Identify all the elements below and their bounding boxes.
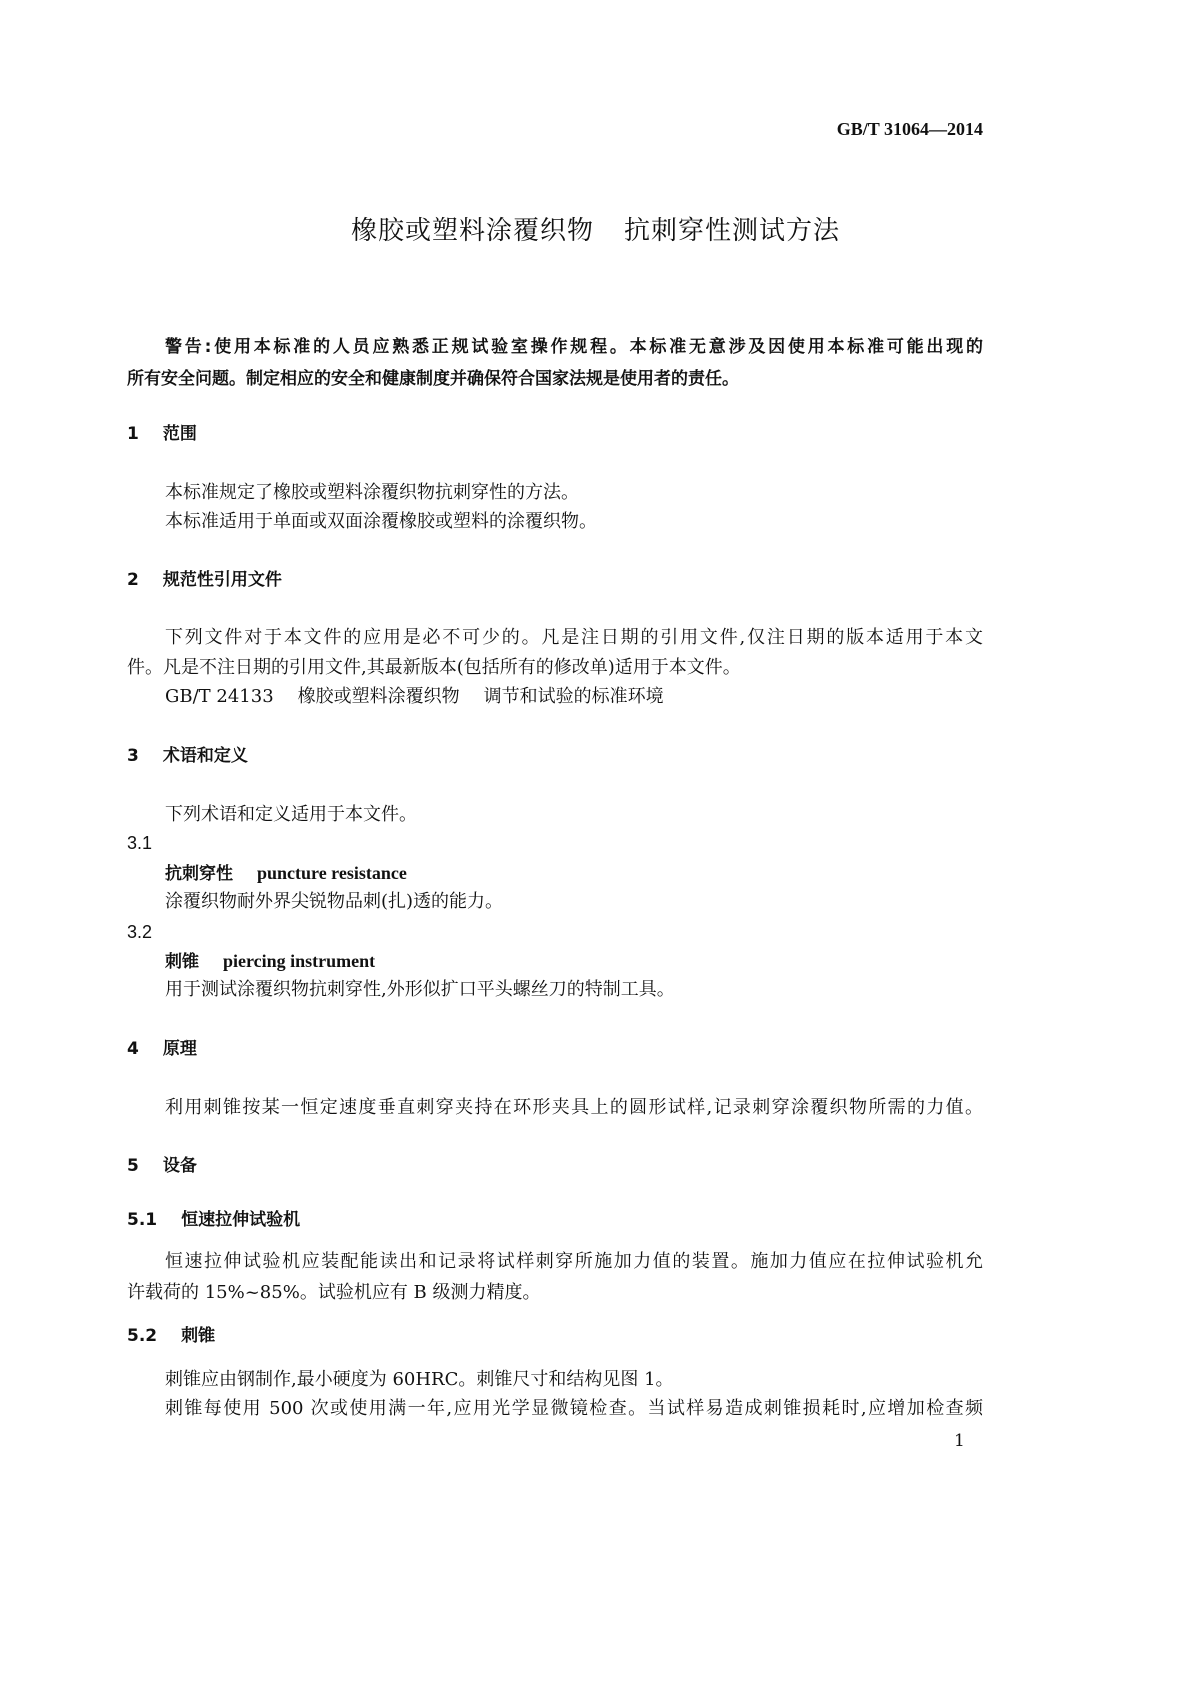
title-part-2: 抗刺穿性测试方法 [624,216,841,246]
document-number: GB/T 31064—2014 [836,119,983,139]
reference-code: GB/T 24133 [165,686,274,707]
term-number: 3.2 [127,922,153,942]
term-zh: 抗刺穿性 [165,864,233,884]
subsection-number: 5.1 [127,1210,158,1230]
section-title: 术语和定义 [162,746,248,766]
paragraph-line: 本标准规定了橡胶或塑料涂覆织物抗刺穿性的方法。 [165,482,579,503]
term-zh: 刺锥 [165,952,199,972]
subsection-title: 刺锥 [181,1326,216,1346]
section-2-heading [127,568,282,592]
section-title: 规范性引用文件 [162,570,282,590]
section-4-heading [127,1037,197,1061]
section-title: 设备 [162,1156,197,1176]
subsection-number: 5.2 [127,1326,158,1346]
paragraph-line: 下列术语和定义适用于本文件。 [165,804,417,825]
section-number: 2 [127,570,139,590]
paragraph-line: 本标准适用于单面或双面涂覆橡胶或塑料的涂覆织物。 [165,511,597,532]
subsection-5-2-heading [127,1324,215,1348]
term-number: 3.1 [127,833,153,853]
term-entry [165,861,407,886]
paragraph-line: 许载荷的 15%~85%。试验机应有 B 级测力精度。 [127,1282,541,1303]
paragraph-line: 利用刺锥按某一恒定速度垂直刺穿夹持在环形夹具上的圆形试样,记录刺穿涂覆织物所需的力值。 [165,1097,983,1118]
section-number: 4 [127,1039,139,1059]
warning-line-1: 警告:使用本标准的人员应熟悉正规试验室操作规程。本标准无意涉及因使用本标准可能出现的 [165,337,983,357]
section-title: 原理 [162,1039,197,1059]
paragraph-line: 下列文件对于本文件的应用是必不可少的。凡是注日期的引用文件,仅注日期的版本适用于本文 [165,627,983,648]
section-number: 3 [127,746,139,766]
title-part-1: 橡胶或塑料涂覆织物 [350,216,594,246]
paragraph-line: 刺锥应由钢制作,最小硬度为 60HRC。刺锥尺寸和结构见图 1。 [165,1369,674,1390]
normative-reference [165,685,664,709]
term-definition: 用于测试涂覆织物抗刺穿性,外形似扩口平头螺丝刀的特制工具。 [165,979,675,1000]
section-1-heading [127,422,197,446]
page-title [0,215,1191,247]
page-number: 1 [954,1431,965,1451]
subsection-5-1-heading [127,1208,300,1232]
subsection-title: 恒速拉伸试验机 [181,1210,301,1230]
term-en: piercing instrument [223,951,376,971]
term-en: puncture resistance [257,863,407,883]
section-number: 1 [127,424,139,444]
reference-title-2: 调节和试验的标准环境 [483,686,664,707]
paragraph-line: 恒速拉伸试验机应装配能读出和记录将试样刺穿所施加力值的装置。施加力值应在拉伸试验机允 [165,1251,983,1272]
section-3-heading [127,744,248,768]
paragraph-line: 刺锥每使用 500 次或使用满一年,应用光学显微镜检查。当试样易造成刺锥损耗时,应增加检查频 [165,1398,983,1419]
term-entry [165,949,375,974]
section-title: 范围 [162,424,197,444]
term-definition: 涂覆织物耐外界尖锐物品刺(扎)透的能力。 [165,891,504,912]
warning-line-2: 所有安全问题。制定相应的安全和健康制度并确保符合国家法规是使用者的责任。 [127,369,739,389]
section-number: 5 [127,1156,139,1176]
paragraph-line: 件。凡是不注日期的引用文件,其最新版本(包括所有的修改单)适用于本文件。 [127,657,741,678]
section-5-heading [127,1154,197,1178]
reference-title-1: 橡胶或塑料涂覆织物 [297,686,460,707]
